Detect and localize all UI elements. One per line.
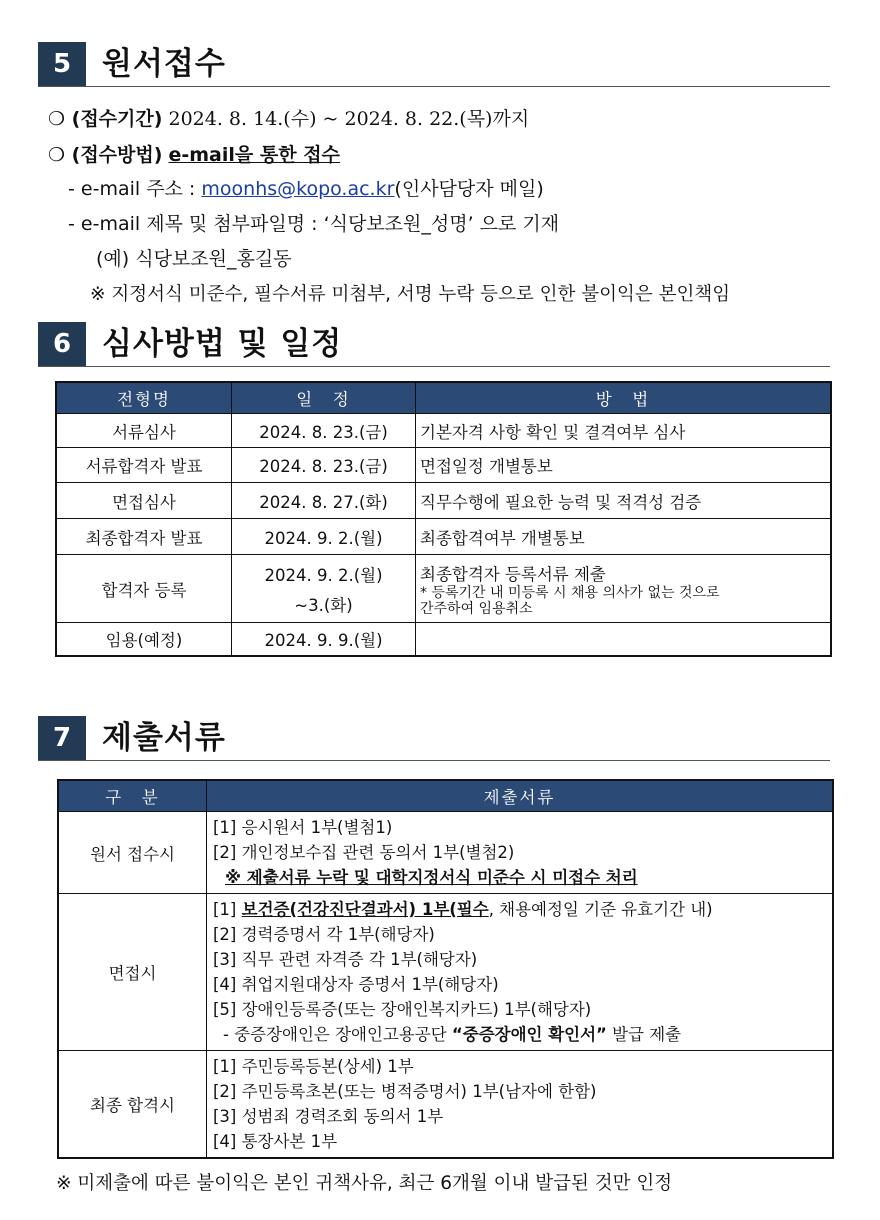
method-cell [416, 555, 831, 623]
column-header: 구 분 [59, 781, 207, 812]
table-row [57, 623, 831, 656]
list-item: [2] 주민등록초본(또는 병적증명서) 1부(남자에 한함) [213, 1082, 597, 1101]
list-item: [4] 취업지원대상자 증명서 1부(해당자) [213, 975, 499, 994]
list-item: [2] 개인정보수집 관련 동의서 1부(별첨2) [213, 843, 515, 862]
list-item: [5] 장애인등록증(또는 장애인복지카드) 1부(해당자) [213, 1000, 592, 1019]
email-line [68, 176, 544, 202]
subject-line: - e-mail 제목 및 첨부파일명 : ‘식당보조원_성명’ 으로 기재 [68, 213, 560, 235]
warning-note: ※ 제출서류 누락 및 대학지정서식 미준수 시 미접수 처리 [225, 868, 638, 887]
section-number: 6 [38, 322, 86, 366]
column-header: 일 정 [232, 383, 416, 414]
method-text: 최종합격자 등록서류 제출 [420, 564, 606, 584]
list-item: [4] 통장사본 1부 [213, 1132, 338, 1151]
method-cell: 최종합격여부 개별통보 [416, 519, 831, 555]
section-5-header [38, 42, 830, 87]
stage-cell: 서류심사 [57, 414, 232, 448]
table-row [57, 555, 831, 623]
method-note-2: 간주하여 임용취소 [420, 600, 533, 617]
method-value: e-mail을 통한 접수 [168, 144, 340, 166]
required-item: 보건증(건강진단결과서) 1부(필수 [241, 900, 489, 919]
period-value: 2024. 8. 14.(수) ~ 2024. 8. 22.(목)까지 [168, 108, 530, 130]
email-suffix: (인사담당자 메일) [394, 178, 544, 200]
table-row [57, 483, 831, 519]
group-label: 면접시 [59, 894, 207, 1051]
table-row [59, 1051, 833, 1158]
section-number: 5 [38, 42, 86, 86]
documents-table [58, 780, 833, 1158]
table-header-row [57, 383, 831, 414]
sub-note [213, 1022, 826, 1047]
method-cell: 직무수행에 필요한 능력 및 적격성 검증 [416, 483, 831, 519]
section-title: 제출서류 [102, 720, 226, 756]
date-line-2: ~3.(화) [294, 595, 353, 615]
section-title: 심사방법 및 일정 [102, 326, 343, 362]
method-cell: 기본자격 사항 확인 및 결격여부 심사 [416, 414, 831, 448]
document-list [207, 894, 833, 1051]
item-prefix: [1] [213, 900, 242, 919]
email-link[interactable]: moonhs@kopo.ac.kr [201, 178, 395, 200]
section-number: 7 [38, 716, 86, 760]
table-row [57, 448, 831, 483]
email-prefix: - e-mail 주소 : [68, 178, 202, 200]
date-cell: 2024. 8. 23.(금) [232, 414, 416, 448]
section-6-header [38, 322, 830, 367]
table-row [57, 519, 831, 555]
method-label: ❍ (접수방법) [48, 144, 163, 166]
table-row [57, 414, 831, 448]
section-7-header [38, 716, 830, 761]
method-note-1: * 등록기간 내 미등록 시 채용 의사가 없는 것으로 [420, 584, 720, 601]
sub-prefix: - 중증장애인은 장애인고용공단 [223, 1025, 452, 1044]
stage-cell: 합격자 등록 [57, 555, 232, 623]
list-item: [1] 주민등록등본(상세) 1부 [213, 1057, 414, 1076]
item-suffix: , 채용예정일 기준 유효기간 내) [488, 900, 713, 919]
note-line: ※ 지정서식 미준수, 필수서류 미첨부, 서명 누락 등으로 인한 불이익은 본인책임 [90, 284, 731, 305]
date-cell [232, 555, 416, 623]
date-cell: 2024. 8. 23.(금) [232, 448, 416, 483]
date-cell: 2024. 8. 27.(화) [232, 483, 416, 519]
list-item: [3] 직무 관련 자격증 각 1부(해당자) [213, 950, 478, 969]
example-line: (예) 식당보조원_홍길동 [96, 248, 292, 270]
stage-cell: 임용(예정) [57, 623, 232, 656]
stage-cell: 서류합격자 발표 [57, 448, 232, 483]
table-row [59, 812, 833, 894]
footer-note: ※ 미제출에 따른 불이익은 본인 귀책사유, 최근 6개월 이내 발급된 것만 인정 [56, 1173, 673, 1194]
method-cell: 면접일정 개별통보 [416, 448, 831, 483]
table-row [59, 894, 833, 1051]
schedule-table [56, 382, 831, 656]
period-line [48, 106, 529, 132]
date-cell: 2024. 9. 9.(월) [232, 623, 416, 656]
group-label: 원서 접수시 [59, 812, 207, 894]
document-list [207, 812, 833, 894]
date-line-1: 2024. 9. 2.(월) [264, 565, 383, 585]
list-item: [2] 경력증명서 각 1부(해당자) [213, 925, 435, 944]
method-cell [416, 623, 831, 656]
date-cell: 2024. 9. 2.(월) [232, 519, 416, 555]
section-title: 원서접수 [102, 46, 226, 82]
method-line [48, 142, 340, 168]
stage-cell: 최종합격자 발표 [57, 519, 232, 555]
table-header-row [59, 781, 833, 812]
list-item: [3] 성범죄 경력조회 동의서 1부 [213, 1107, 444, 1126]
column-header: 제출서류 [207, 781, 833, 812]
sub-suffix: 발급 제출 [606, 1025, 682, 1044]
list-item: [1] 응시원서 1부(별첨1) [213, 818, 393, 837]
column-header: 전형명 [57, 383, 232, 414]
group-label: 최종 합격시 [59, 1051, 207, 1158]
period-label: ❍ (접수기간) [48, 108, 163, 130]
list-item [213, 897, 826, 922]
column-header: 방 법 [416, 383, 831, 414]
stage-cell: 면접심사 [57, 483, 232, 519]
document-list [207, 1051, 833, 1158]
sub-bold: “중증장애인 확인서” [451, 1025, 607, 1044]
